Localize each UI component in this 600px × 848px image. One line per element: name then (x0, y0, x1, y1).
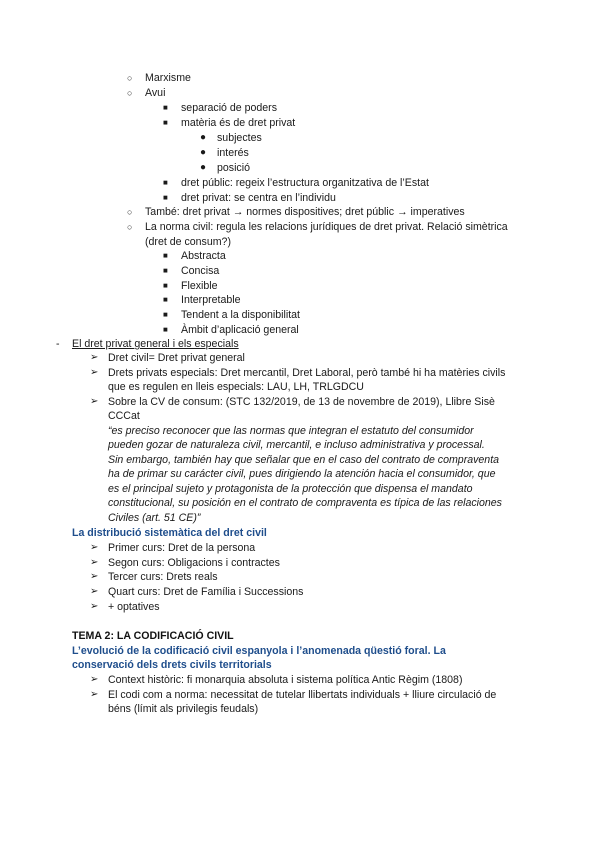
square-bullet-icon: ■ (163, 281, 168, 290)
square-bullet-icon: ■ (163, 325, 168, 334)
quote-line: “es preciso reconocer que las normas que integran el estatuto del consumidor (108, 425, 474, 437)
arrow-bullet-icon: ➢ (90, 674, 99, 685)
arrow-bullet-icon: ➢ (90, 586, 99, 597)
square-bullet-icon: ■ (163, 193, 168, 202)
square-bullet-icon: ■ (163, 295, 168, 304)
list-item: + optatives (108, 601, 160, 613)
dot-bullet-icon: ● (200, 132, 207, 143)
dash-bullet-icon: - (56, 338, 60, 350)
arrow-bullet-icon: ➢ (90, 689, 99, 700)
arrow-bullet-icon: ➢ (90, 352, 99, 363)
list-item: Sobre la CV de consum: (STC 132/2019, de 13 de novembre de 2019), Llibre Sisè (108, 396, 495, 408)
circle-bullet-icon: ○ (127, 88, 133, 98)
square-bullet-icon: ■ (163, 266, 168, 275)
list-item: Concisa (181, 265, 220, 277)
list-item: La norma civil: regula les relacions jurídiques de dret privat. Relació simètrica (145, 221, 508, 233)
list-item-continuation: CCCat (108, 410, 140, 422)
circle-bullet-icon: ○ (127, 222, 133, 232)
list-item: El codi com a norma: necessitat de tutelar llibertats individuals + lliure circulació de (108, 689, 497, 701)
circle-bullet-icon: ○ (127, 73, 133, 83)
square-bullet-icon: ■ (163, 118, 168, 127)
quote-line: Sin embargo, también hay que señalar que en el caso del contrato de compraventa (108, 454, 500, 466)
list-item: Primer curs: Dret de la persona (108, 542, 256, 554)
dot-bullet-icon: ● (200, 147, 207, 158)
square-bullet-icon: ■ (163, 251, 168, 260)
list-item: També: dret privat → normes dispositives; dret públic → imperatives (145, 206, 465, 218)
list-item: Segon curs: Obligacions i contractes (108, 557, 280, 569)
list-item: Interpretable (181, 294, 241, 306)
list-item: Àmbit d’aplicació general (181, 324, 299, 336)
arrow-bullet-icon: ➢ (90, 396, 99, 407)
list-item: Context històric: fi monarquia absoluta i sistema política Antic Règim (1808) (108, 674, 463, 686)
list-item: interés (217, 147, 249, 159)
square-bullet-icon: ■ (163, 310, 168, 319)
quote-line: ha de primar su carácter civil, pues dirigiendo la atención hacia el consumidor, que (108, 468, 496, 480)
circle-bullet-icon: ○ (127, 207, 133, 217)
list-item: subjectes (217, 132, 262, 144)
list-item-continuation: (dret de consum?) (145, 236, 231, 248)
arrow-bullet-icon: ➢ (90, 367, 99, 378)
chapter-title: TEMA 2: LA CODIFICACIÓ CIVIL (72, 630, 234, 642)
list-item: dret públic: regeix l’estructura organitzativa de l’Estat (181, 177, 429, 189)
list-item: Tercer curs: Drets reals (108, 571, 218, 583)
quote-line: constitucional, su posición en el contrato de compraventa es típica de las relaciones (108, 497, 502, 509)
list-item-continuation: béns (límit als privilegis feudals) (108, 703, 259, 715)
list-item: Quart curs: Dret de Família i Successions (108, 586, 304, 598)
arrow-bullet-icon: ➢ (90, 542, 99, 553)
list-item: Tendent a la disponibilitat (181, 309, 300, 321)
list-item: matèria és de dret privat (181, 117, 296, 129)
list-item: Avui (145, 87, 166, 99)
list-item: Dret civil= Dret privat general (108, 352, 245, 364)
section-heading: El dret privat general i els especials (72, 338, 239, 350)
list-item: Drets privats especials: Dret mercantil, Dret Laboral, però també hi ha matèries civils (108, 367, 506, 379)
list-item: Marxisme (145, 72, 191, 84)
square-bullet-icon: ■ (163, 178, 168, 187)
section-heading: La distribució sistemàtica del dret civil (72, 527, 267, 539)
arrow-bullet-icon: ➢ (90, 557, 99, 568)
quote-line: Civiles (art. 51 CE)” (108, 512, 201, 524)
dot-bullet-icon: ● (200, 162, 207, 173)
list-item: Abstracta (181, 250, 226, 262)
quote-line: pueden gozar de naturaleza civil, mercantil, e incluso administrativa y processal. (108, 439, 485, 451)
section-heading-continuation: conservació dels drets civils territorials (72, 659, 272, 671)
square-bullet-icon: ■ (163, 103, 168, 112)
arrow-bullet-icon: ➢ (90, 601, 99, 612)
arrow-bullet-icon: ➢ (90, 571, 99, 582)
list-item-continuation: que es regulen en lleis especials: LAU, LH, TRLGDCU (108, 381, 364, 393)
list-item: dret privat: se centra en l’individu (181, 192, 336, 204)
list-item: posició (217, 162, 250, 174)
section-heading: L’evolució de la codificació civil espanyola i l’anomenada qüestió foral. La (72, 645, 446, 657)
list-item: Flexible (181, 280, 218, 292)
list-item: separació de poders (181, 102, 277, 114)
quote-line: es el principal sujeto y protagonista de la protección que dispensa el mandato (108, 483, 473, 495)
